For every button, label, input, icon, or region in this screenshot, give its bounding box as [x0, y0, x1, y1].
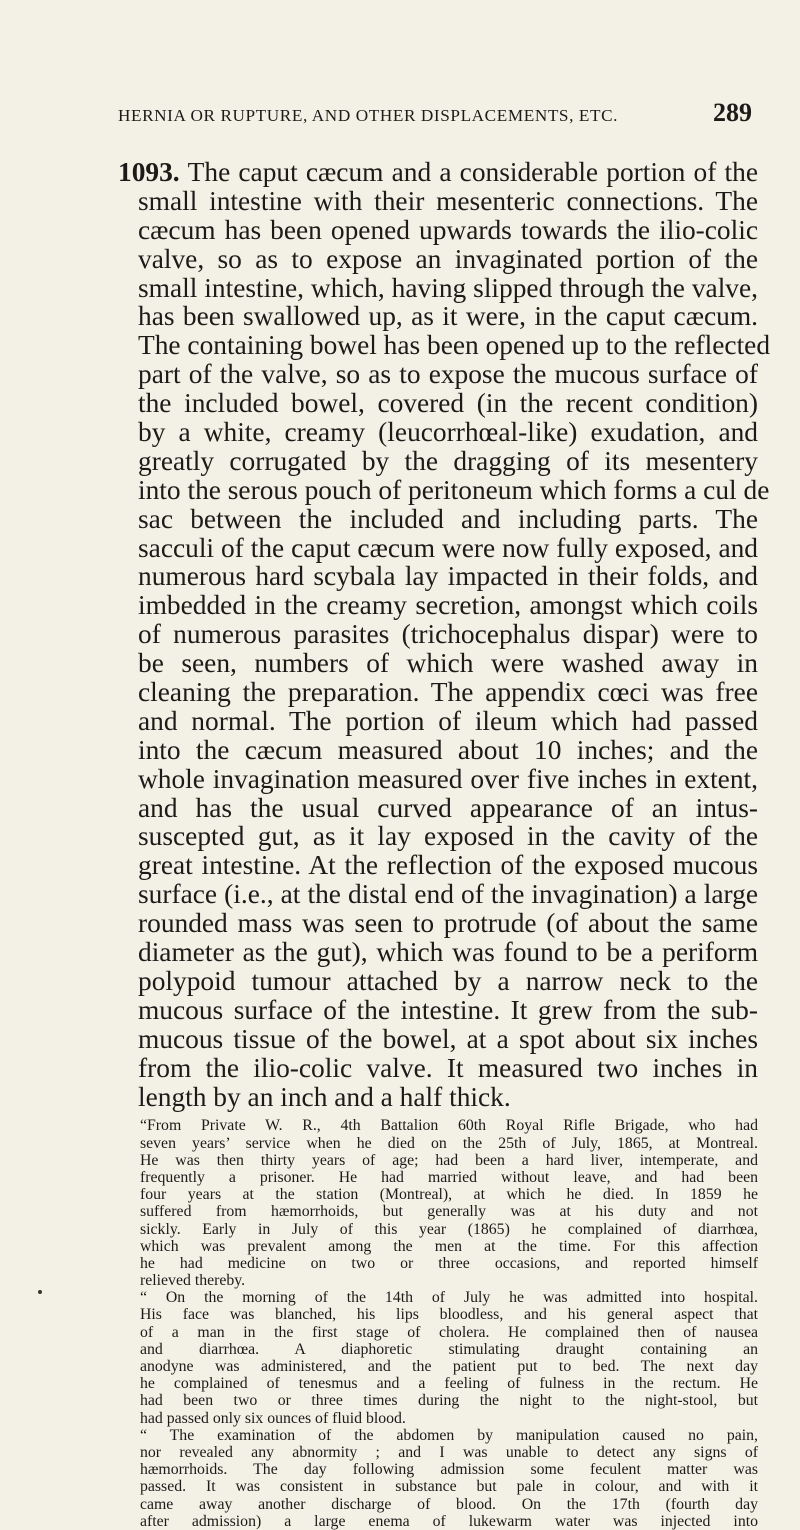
running-head	[118, 98, 752, 138]
page-body	[118, 157, 771, 1530]
paragraph-line: small intestine with their mesenteric connections. The	[138, 185, 758, 216]
paragraph-line: polypoid tumour attached by a narrow neck to the	[138, 965, 758, 996]
paragraph-line: numerous hard scybala lay impacted in their folds, and	[138, 561, 758, 592]
paragraph-line: great intestine. At the reflection of the exposed mucous	[138, 850, 758, 881]
paragraph-line: valve, so as to expose an invaginated portion of the	[138, 243, 758, 274]
paragraph-line: by a white, creamy (leucorrhœal-like) exudation, and	[138, 417, 758, 448]
case-notes	[118, 1117, 758, 1530]
note-line: which was prevalent among the men at the time. For this affection	[140, 1237, 758, 1255]
note-line: after admission) a large enema of lukewarm water was injected into	[140, 1512, 758, 1530]
paragraph-line: the included bowel, covered (in the recent condition)	[138, 388, 758, 419]
item-number: 1093.	[118, 157, 180, 187]
note-line: had passed only six ounces of fluid blood.	[140, 1409, 406, 1427]
paragraph-line: whole invagination measured over five inches in extent,	[138, 763, 758, 794]
note-line: four years at the station (Montreal), at which he died. In 1859 he	[140, 1186, 758, 1204]
paragraph-line: small intestine, which, having slipped through the valve,	[138, 272, 758, 303]
paragraph-line: greatly corrugated by the dragging of its mesentery	[138, 445, 758, 476]
paragraph-line: cæcum has been opened upwards towards the ilio-colic	[138, 214, 758, 245]
paragraph-line: suscepted gut, as it lay exposed in the cavity of the	[138, 821, 758, 852]
note-line: hæmorrhoids. The day following admission some feculent matter was	[140, 1461, 758, 1479]
paragraph-line: and normal. The portion of ileum which had passed	[138, 705, 758, 736]
note-line: passed. It was consistent in substance but pale in colour, and with it	[140, 1478, 758, 1496]
first-line-text: The caput cæcum and a considerable portion of the	[187, 157, 758, 187]
note-line: He was then thirty years of age; had been a hard liver, intemperate, and	[140, 1151, 758, 1169]
specimen-description	[118, 157, 771, 1112]
paragraph-line: and has the usual curved appearance of an intus-	[138, 792, 758, 823]
note-line: His face was blanched, his lips bloodless, and his general aspect that	[140, 1306, 758, 1324]
note-line: “From Private W. R., 4th Battalion 60th Royal Rifle Brigade, who had	[140, 1117, 758, 1135]
paragraph-line: surface (i.e., at the distal end of the invagination) a large	[138, 879, 758, 910]
paragraph-line: mucous tissue of the bowel, at a spot about six inches	[138, 1023, 758, 1054]
paragraph-line: into the serous pouch of peritoneum which forms a cul de	[138, 474, 770, 505]
paragraph-line: length by an inch and a half thick.	[138, 1081, 511, 1112]
note-line: had been two or three times during the night to the night-stool, but	[140, 1392, 758, 1410]
paragraph-line: rounded mass was seen to protrude (of about the same	[138, 908, 758, 939]
note-line: sickly. Early in July of this year (1865) he complained of diarrhœa,	[140, 1220, 758, 1238]
note-line: and diarrhœa. A diaphoretic stimulating draught containing an	[140, 1340, 758, 1358]
note-line: “ The examination of the abdomen by manipulation caused no pain,	[140, 1426, 758, 1444]
paragraph-line: into the cæcum measured about 10 inches; and the	[138, 734, 758, 765]
page-number: 289	[713, 98, 752, 127]
note-line: came away another discharge of blood. On the 17th (fourth day	[140, 1495, 758, 1513]
note-line: he had medicine on two or three occasions, and reported himself	[140, 1254, 758, 1272]
note-line: he complained of tenesmus and a feeling of fulness in the rectum. He	[140, 1375, 758, 1393]
paragraph-line: be seen, numbers of which were washed away in	[138, 648, 758, 679]
paragraph-line: sacculi of the caput cæcum were now fully exposed, and	[138, 532, 758, 563]
paragraph-line: from the ilio-colic valve. It measured two inches in	[138, 1052, 758, 1083]
note-line: nor revealed any abnormity ; and I was unable to detect any signs of	[140, 1443, 758, 1461]
note-line: seven years’ service when he died on the 25th of July, 1865, at Montreal.	[140, 1134, 758, 1152]
paragraph-line: imbedded in the creamy secretion, amongst which coils	[138, 590, 758, 621]
running-head-title: HERNIA OR RUPTURE, AND OTHER DISPLACEMENTS, ETC.	[118, 106, 619, 125]
note-line: anodyne was administered, and the patient put to bed. The next day	[140, 1358, 758, 1376]
paragraph-line: cleaning the preparation. The appendix cœci was free	[138, 677, 758, 708]
note-line: suffered from hæmorrhoids, but generally was at his duty and not	[140, 1203, 758, 1221]
paragraph-line	[118, 158, 758, 187]
paragraph-line: sac between the included and including parts. The	[138, 503, 758, 534]
paragraph-line: The containing bowel has been opened up to the reflected	[138, 330, 771, 361]
paragraph-line: has been swallowed up, as it were, in the caput cæcum.	[138, 301, 758, 332]
paragraph-line: of numerous parasites (trichocephalus dispar) were to	[138, 619, 758, 650]
paragraph-line: part of the valve, so as to expose the mucous surface of	[138, 359, 758, 390]
note-line: of a man in the first stage of cholera. He complained then of nausea	[140, 1323, 758, 1341]
paragraph-line: diameter as the gut), which was found to be a periform	[138, 937, 758, 968]
paragraph-line: mucous surface of the intestine. It grew from the sub-	[138, 994, 758, 1025]
page-speck	[38, 1290, 42, 1294]
note-line: frequently a prisoner. He had married without leave, and had been	[140, 1168, 758, 1186]
note-line: relieved thereby.	[140, 1272, 246, 1290]
note-line: “ On the morning of the 14th of July he was admitted into hospital.	[140, 1289, 758, 1307]
